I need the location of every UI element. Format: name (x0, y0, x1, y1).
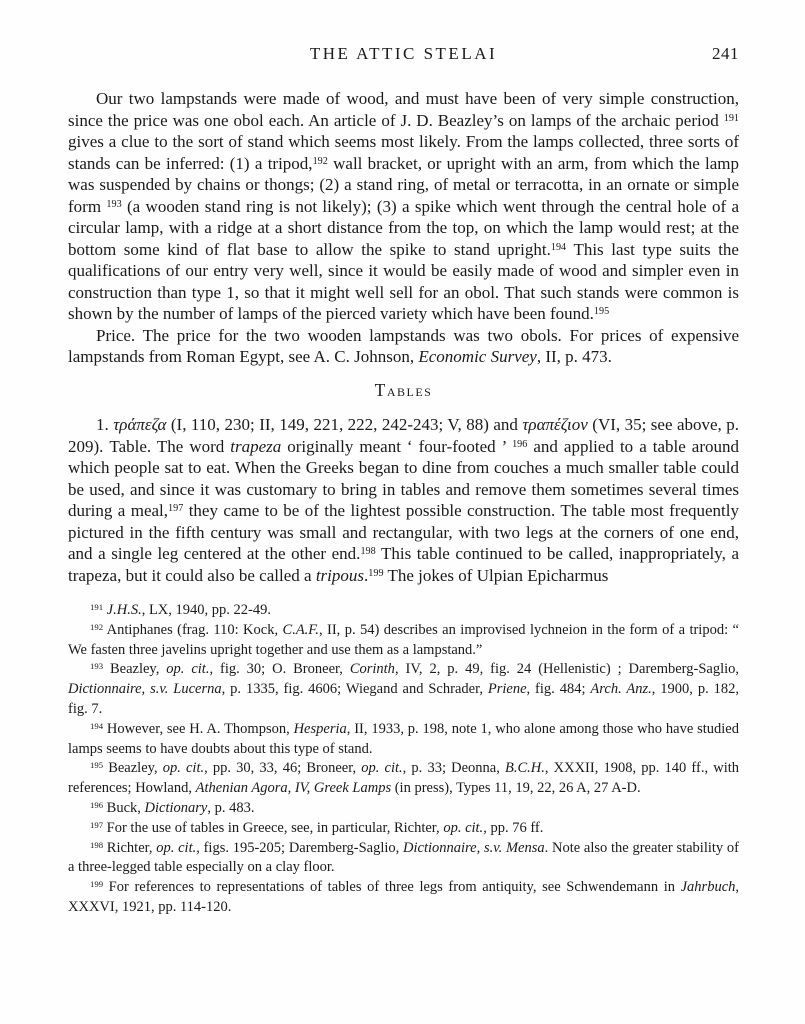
text-run: (I, 110, 230; II, 149, 221, 222, 242-243; V, 88) and (166, 415, 523, 434)
footnote-197 (68, 819, 739, 839)
footnote-198 (68, 839, 739, 879)
footnote-192 (68, 621, 739, 661)
text-run: Dictionary (144, 799, 208, 816)
footnote-number: 198 (90, 839, 104, 850)
text-run: , p. 33; Deonna, (402, 760, 505, 777)
footnote-ref: 194 (550, 241, 567, 253)
text-run: Richter, (106, 839, 157, 856)
footnote-ref: 196 (512, 438, 528, 450)
text-run: gives a clue to the sort of stand which seems most likely. From the lamps collected, three sorts of stands can be inferred: (1) a tripod, (68, 132, 739, 173)
text-run: , II, p. 473. (536, 347, 612, 366)
section-heading-tables: Tables (374, 379, 433, 400)
text-run: , p. 483. (207, 799, 255, 816)
page-number: 241 (712, 44, 739, 63)
text-run: 1. (96, 415, 114, 434)
text-run: Corinth (349, 661, 395, 678)
text-run: , IV, 2, p. 49, fig. 24 (Hellenistic) ; Daremberg-Saglio, (394, 661, 740, 678)
text-run: , p. 1335, fig. 4606; Wiegand and Schrader, (221, 681, 488, 698)
text-run: Dictionnaire, s.v. Mensa (403, 839, 545, 856)
text-run: Buck, (106, 799, 145, 816)
text-run: op. cit. (361, 760, 403, 777)
text-run: , fig. 484; (526, 681, 591, 698)
text-run: , II, p. 54) describes an improvised lychneion in the form of a tripod: “ We fasten three javelins upright together and use them as a lampstand.” (68, 621, 739, 658)
text-run: they came to be of the lightest possible construction. The table most frequently pictured in the fifth century was small and rectangular, with two legs at the corners of one end, and a single leg centered at the other end. (68, 501, 739, 563)
footnote-199 (68, 878, 739, 918)
footnote-ref: 191 (723, 112, 739, 124)
text-run: C.A.F. (282, 621, 319, 638)
text-run: Beazley, (109, 661, 167, 678)
text-run: op. cit. (162, 760, 205, 777)
footnote-196 (68, 799, 739, 819)
text-run: Dictionnaire, s.v. Lucerna (68, 681, 222, 698)
footnote-number: 199 (90, 879, 104, 890)
greek-term: τράπεζα (113, 415, 167, 434)
para-price (68, 325, 739, 368)
footnote-193 (68, 660, 739, 719)
footnote-191 (68, 601, 739, 621)
text-run: , LX, 1940, pp. 22-49. (141, 602, 271, 618)
text-run: Arch. Anz. (590, 681, 652, 698)
text-run: (VI, 35; see above, p. 209). Table. The word (68, 415, 740, 456)
text-run: . (364, 565, 369, 585)
footnote-ref: 198 (360, 546, 376, 558)
text-run: This table continued to be called, inappropriately, a trapeza, but it could also be called a (68, 544, 739, 585)
text-run: , pp. 76 ff. (483, 819, 544, 836)
para-lampstand-construction (68, 88, 739, 325)
text-run: J.H.S. (106, 602, 142, 618)
text-run: B.C.H. (505, 760, 545, 777)
text-run: trapeza (230, 436, 282, 456)
footnote-ref: 197 (168, 503, 184, 515)
footnote-ref: 199 (368, 567, 384, 579)
text-run: originally meant ‘ four-footed ’ (281, 436, 513, 456)
para-trapeza (68, 414, 739, 586)
text-run: op. cit. (156, 839, 197, 856)
greek-term: τραπέζιον (522, 415, 588, 434)
text-run: Athenian Agora, IV, Greek Lamps (195, 780, 392, 797)
text-run: Antiphanes (frag. 110: Kock, (106, 621, 283, 638)
text-run: , XXXII, 1908, pp. 140 ff., with references; Howland, (68, 760, 739, 797)
text-run: The jokes of Ulpian Epicharmus (383, 565, 609, 585)
body-text (68, 88, 739, 586)
footnote-ref: 192 (312, 155, 328, 167)
running-head (68, 44, 739, 64)
footnote-number: 196 (90, 800, 104, 811)
footnote-194 (68, 720, 739, 760)
footnotes (68, 601, 739, 918)
text-run: , figs. 195-205; Daremberg-Saglio, (196, 839, 404, 856)
text-run: wall bracket, or upright with an arm, from which the lamp was suspended by chains or thongs; (2) a stand ring, of metal or terracotta, in an ornate or simple form (68, 153, 740, 216)
text-run: (a wooden stand ring is not likely); (3) a spike which went through the central hole of a circular lamp, with a ridge at a short distance from the top, on which the lamp would rest; at the bottom some kind of flat base to allow the spike to stand upright. (68, 196, 739, 259)
text-run: Price. The price for the two wooden lampstands was two obols. For prices of expensive lampstands from Roman Egypt, see A. C. Johnson, (68, 325, 739, 366)
footnote-number: 192 (90, 621, 104, 632)
running-title: THE ATTIC STELAI (309, 44, 498, 63)
text-run: . Note also the greater stability of a three-legged table especially on a clay floor. (68, 839, 739, 876)
text-run: , pp. 30, 33, 46; Broneer, (204, 760, 362, 777)
text-run: (in press), Types 11, 19, 22, 26 A, 27 A-D. (391, 780, 641, 797)
text-run: Beazley, (108, 760, 163, 777)
text-run: op. cit. (443, 819, 484, 836)
text-run: Economic Survey (418, 347, 537, 366)
text-run: op. cit. (166, 661, 210, 678)
footnote-number: 197 (90, 819, 104, 830)
footnote-195 (68, 759, 739, 799)
text-run: Our two lampstands were made of wood, and must have been of very simple construction, since the price was one obol each. An article of J. D. Beazley’s on lamps of the archaic period (68, 89, 739, 130)
text-run: For references to representations of tables of three legs from antiquity, see Schwendemann in (108, 879, 681, 896)
text-run: , XXXVI, 1921, pp. 114-120. (68, 879, 739, 915)
text-run: Priene (487, 681, 527, 698)
text-run: , 1900, p. 182, fig. 7. (68, 681, 739, 717)
footnote-number: 191 (90, 602, 104, 613)
footnote-ref: 193 (106, 198, 122, 210)
footnote-number: 194 (90, 720, 104, 731)
footnote-number: 193 (90, 661, 104, 672)
text-run: This last type suits the qualifications of our entry very well, since it would be easily made of wood and simpler even in construction than type 1, so that it might well sell for an obol. That such stands were common is shown by the number of lamps of the pierced variety which have been found. (68, 239, 739, 323)
text-run: For the use of tables in Greece, see, in particular, Richter, (106, 819, 444, 836)
footnote-ref: 195 (593, 306, 610, 318)
text-run: Jahrbuch (680, 879, 736, 896)
text-run: However, see H. A. Thompson, (106, 720, 294, 737)
text-run: and applied to a table around which people sat to eat. When the Greeks began to dine from couches a much smaller table could be used, and since it was customary to bring in tables and remove them sometimes several times during a meal, (68, 436, 739, 520)
text-run: Hesperia (293, 720, 347, 737)
text-run: tripous (315, 565, 364, 585)
text-run: , II, 1933, p. 198, note 1, who alone among those who have studied lamps seems to have doubts about this type of stand. (68, 720, 739, 757)
text-run: , fig. 30; O. Broneer, (209, 661, 350, 678)
footnote-number: 195 (90, 760, 104, 771)
